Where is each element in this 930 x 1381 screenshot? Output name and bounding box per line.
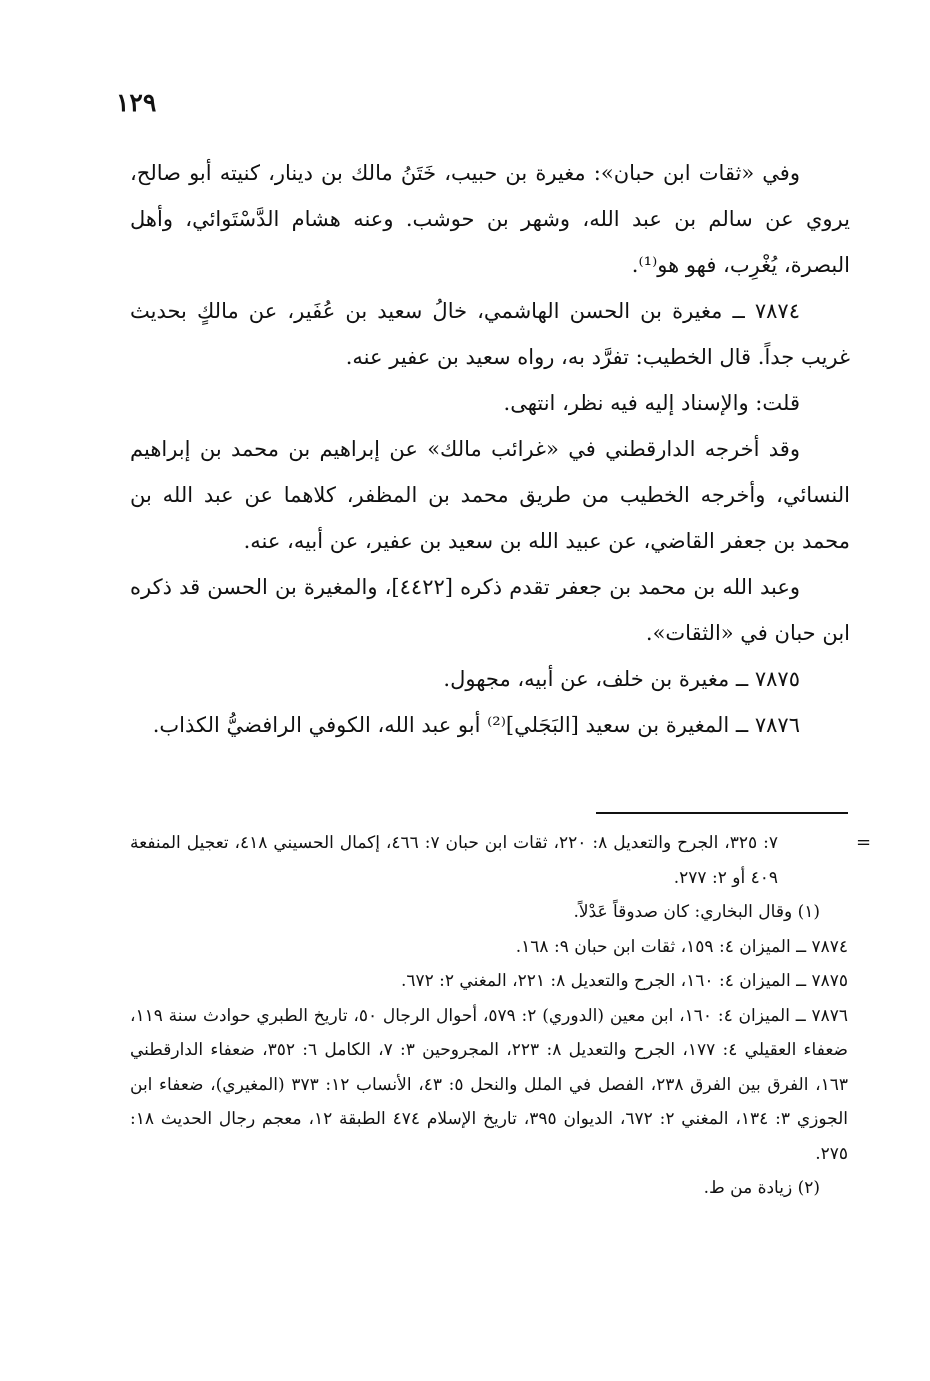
footnote-2: (٢) زيادة من ط. bbox=[703, 1178, 820, 1198]
entry-7875: ٧٨٧٥ ــ مغيرة بن خلف، عن أبيه، مجهول. bbox=[443, 667, 800, 691]
footnote-7874: ٧٨٧٤ ــ الميزان ٤: ١٥٩، ثقات ابن حبان ٩: ١٦٨. bbox=[515, 936, 848, 957]
footnotes bbox=[130, 826, 848, 1206]
footnote-1: (١) وقال البخاري: كان صدوقاً عَدْلاً. bbox=[573, 902, 820, 922]
paragraph-daraqutni: وقد أخرجه الدارقطني في «غرائب مالك» عن إبراهيم بن محمد بن إبراهيم النسائي، وأخرجه الخطيب من طريق محمد بن المظفر، كلاهما عن عبد الله بن محمد بن جعفر القاضي، عن عبيد الله بن سعيد بن عفير، عن أبيه، عنه. bbox=[130, 437, 850, 553]
entry-7874: ٧٨٧٤ ــ مغيرة بن الحسن الهاشمي، خالُ سعيد بن عُفَير، عن مالكٍ بحديث غريب جداً. قال الخطيب: تفرَّد به، رواه سعيد بن عفير عنه. bbox=[130, 299, 850, 369]
main-text bbox=[130, 150, 850, 748]
footnote-7876: ٧٨٧٦ ــ الميزان ٤: ١٦٠، ابن معين (الدوري) ٢: ٥٧٩، أحوال الرجال ٥٠، تاريخ الطبري حوادث سنة ١١٩، ضعفاء العقيلي ٤: ١٧٧، الجرح والتعديل ٨: ٢٢٣، المجروحين ٣: ٧، الكامل ٦: ٣٥٢، ضعفاء الدارقطني ١٦٣، الفرق بين الفرق ٢٣٨، الفصل في الملل والنحل ٥: ٤٣، الأنساب ١٢: ٣٧٣ (المغيري)، ضعفاء ابن الجوزي ٣: ١٣٤، المغني ٢: ٦٧٢، الديوان ٣٩٥، تاريخ الإسلام ٤٧٤ الطبقة ١٢، معجم رجال الحديث ١٨: ٢٧٥. bbox=[130, 1005, 849, 1164]
continuation-mark: = bbox=[856, 832, 872, 853]
footnote-separator bbox=[596, 812, 848, 814]
page-number: ١٢٩ bbox=[116, 88, 157, 117]
paragraph-ibn-hibban: وفي «ثقات ابن حبان»: مغيرة بن حبيب، خَتَنُ مالك بن دينار، كنيته أبو صالح، يروي عن سالم بن عبد الله، وشهر بن حوشب. وعنه هشام الدَّسْتَوائي، وأهل البصرة، يُغْرِب، فهو هو⁽¹⁾. bbox=[130, 161, 850, 277]
footnote-7875: ٧٨٧٥ ــ الميزان ٤: ١٦٠، الجرح والتعديل ٨: ٢٢١، المغني ٢: ٦٧٢. bbox=[400, 971, 848, 991]
paragraph-comment: قلت: والإسناد إليه فيه نظر، انتهى. bbox=[503, 391, 800, 415]
footnote-continued: ٧: ٣٢٥، الجرح والتعديل ٨: ٢٢٠، ثقات ابن حبان ٧: ٤٦٦، إكمال الحسيني ٤١٨، تعجيل المنفعة ٤٠٩ أو ٢: ٢٧٧. bbox=[130, 833, 778, 888]
paragraph-abdullah: وعبد الله بن محمد بن جعفر تقدم ذكره [٤٤٢٢]، والمغيرة بن الحسن قد ذكره ابن حبان في «الثقات». bbox=[130, 575, 850, 645]
entry-7876: ٧٨٧٦ ــ المغيرة بن سعيد [البَجَلي]⁽²⁾ أبو عبد الله، الكوفي الرافضيُّ الكذاب. bbox=[152, 713, 800, 737]
